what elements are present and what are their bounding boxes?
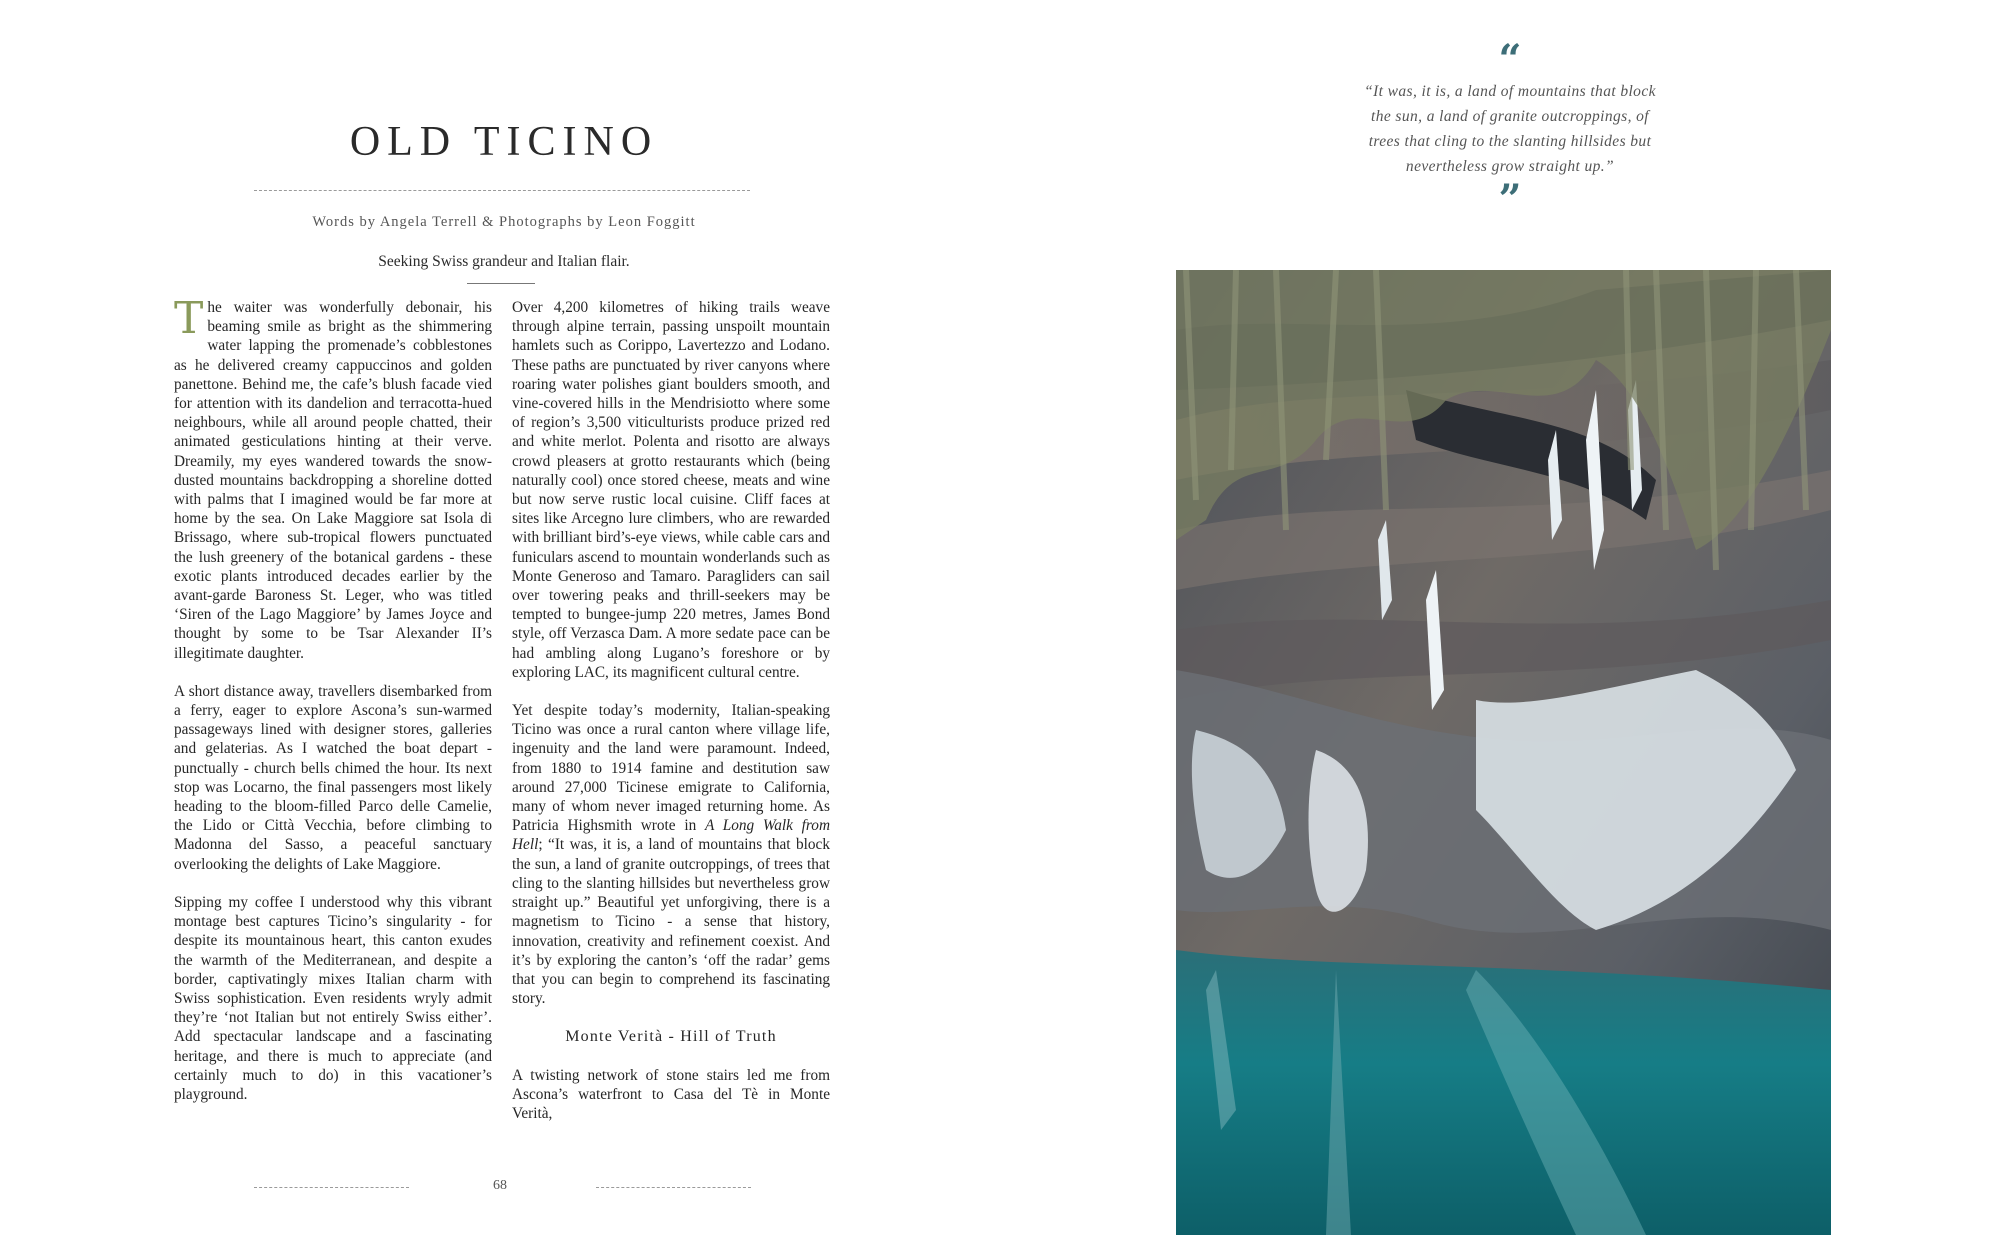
pull-quote <box>1360 36 1660 223</box>
paragraph-text: he waiter was wonderfully debonair, his beaming smile as bright as the shimmering water lapping the promenade’s cobblestones as he delivered creamy cappuccinos and golden panettone. Behind me, the cafe’s blush facade vied for attention with its dandelion and terracotta-hued neighbours, while all around people chatted, their animated gesticulations hinting at their verve. Dreamily, my eyes wandered towards the snow-dusted mountains backdropping a shoreline dotted with palms that I imagined would be far more at home by the sea. On Lake Maggiore sat Isola di Brissago, where sub-tropical flowers punctuated the lush greenery of the botanical gardens - these exotic plants introduced decades earlier by the avant-garde Baroness St. Leger, who was titled ‘Siren of the Lago Maggiore’ by James Joyce and thought by some to be Tsar Alexander II’s illegitimate daughter. <box>174 299 492 662</box>
standfirst: Seeking Swiss grandeur and Italian flair. <box>378 253 630 270</box>
pull-quote-text: “It was, it is, a land of mountains that block the sun, a land of granite outcroppings, of trees that cling to the slanting hillsides but nevertheless grow straight up.” <box>1364 83 1656 175</box>
frozen-cliff-illustration <box>1176 270 1831 1235</box>
close-quote-icon: ” <box>1498 176 1522 223</box>
text-column-1 <box>174 293 492 1123</box>
paragraph-text: Yet despite today’s modernity, Italian-speaking Ticino was once a rural canton where village life, ingenuity and the land were paramount. Indeed, from 1880 to 1914 famine and destitution saw around 27,000 Ticinese emigrate to California, many of whom never imaged returning home. As Patricia Highsmith wrote in <box>512 702 830 835</box>
page-number: 68 <box>493 1178 507 1193</box>
waterfall-photo <box>1176 270 1831 1235</box>
right-page <box>1000 0 2000 1235</box>
text-column-2 <box>512 298 830 1142</box>
book-title: A Long Walk from Hell <box>512 817 830 854</box>
footer-divider-left <box>254 1187 409 1188</box>
paragraph: Sipping my coffee I understood why this vibrant montage best captures Ticino’s singularity - for despite its mountainous heart, this canton exudes the warmth of the Mediterranean, and despite a border, captivatingly mixes Italian charm with Swiss sophistication. Even residents wryly admit they’re ‘not Italian but not entirely Swiss either’. Add spectacular landscape and a fascinating heritage, and there is much to appreciate (and certainly much to do) in this vacationer’s playground. <box>174 893 492 1103</box>
open-quote-icon: “ <box>1498 36 1522 83</box>
byline: Words by Angela Terrell & Photographs by Leon Foggitt <box>312 214 696 230</box>
paragraph: Over 4,200 kilometres of hiking trails weave through alpine terrain, passing unspoilt mountain hamlets such as Corippo, Lavertezzo and Lodano. These paths are punctuated by river canyons where roaring water polishes giant boulders smooth, and vine-covered hills in the Mendrisiotto where some of region’s 3,500 viticulturists produce prized red and white merlot. Polenta and risotto are always crowd pleasers at grotto restaurants which (being naturally cool) once stored cheese, meats and wine but now serve rustic local cuisine. Cliff faces at sites like Arcegno lure climbers, who are rewarded with brilliant bird’s-eye views, while cable cars and funiculars ascend to mountain wonderlands such as Monte Generoso and Tamaro. Paragliders can sail over towering peaks and thrill-seekers may be tempted to bungee-jump 220 metres, James Bond style, off Verzasca Dam. A more sedate pace can be had ambling along Lugano’s foreshore or by exploring LAC, its magnificent cultural centre. <box>512 299 830 681</box>
article-title: OLD TICINO <box>349 119 659 165</box>
paragraph <box>512 701 830 1008</box>
title-divider <box>254 190 750 191</box>
footer-divider-right <box>596 1187 751 1188</box>
paragraph <box>174 293 492 663</box>
standfirst-divider <box>467 283 535 284</box>
paragraph-text: ; “It was, it is, a land of mountains that block the sun, a land of granite outcroppings, of trees that cling to the slanting hillsides but nevertheless grow straight up.” Beautiful yet unforgiving, there is a magnetism to Ticino - a sense that history, innovation, creativity and refinement coexist. And it’s by exploring the canton’s ‘off the radar’ gems that you can begin to comprehend its fascinating story. <box>512 836 830 1008</box>
paragraph: A twisting network of stone stairs led me from Ascona’s waterfront to Casa del Tè in Monte Verità, <box>512 1066 830 1122</box>
section-subhead: Monte Verità - Hill of Truth <box>565 1028 777 1046</box>
paragraph: A short distance away, travellers disembarked from a ferry, eager to explore Ascona’s sun-warmed passageways lined with designer stores, galleries and gelaterias. As I watched the boat depart - punctually - church bells chimed the hour. Its next stop was Locarno, the final passengers most likely heading to the bloom-filled Parco delle Camelie, the Lido or Città Vecchia, before climbing to Madonna del Sasso, a peaceful sanctuary overlooking the delights of Lake Maggiore. <box>174 682 492 873</box>
drop-cap: T <box>174 293 204 344</box>
